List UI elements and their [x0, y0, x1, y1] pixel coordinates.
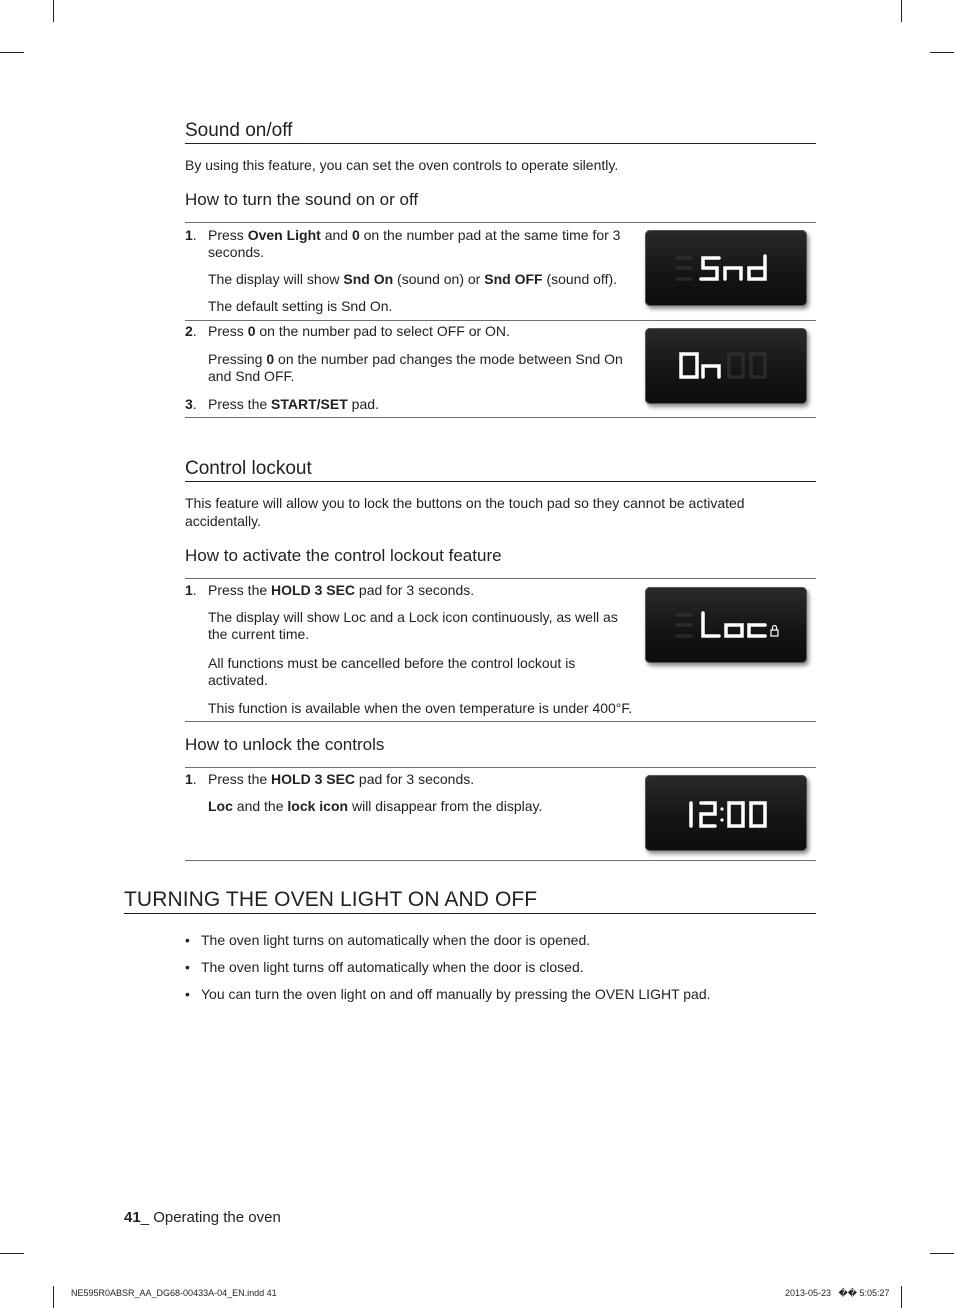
- step-text: Press the HOLD 3 SEC pad for 3 seconds.: [208, 771, 475, 787]
- crop-mark: [901, 0, 902, 22]
- print-slug-date: 2013-05-23 �� 5:05:27: [785, 1288, 890, 1298]
- unlock-heading: How to unlock the controls: [185, 735, 385, 754]
- table-rule: [185, 721, 816, 722]
- step-number: 3 .: [185, 396, 197, 413]
- light-heading: TURNING THE OVEN LIGHT ON AND OFF: [124, 888, 538, 911]
- unlock-note: Loc and the lock icon will disappear from the display.: [208, 798, 543, 814]
- crop-mark: [901, 1286, 902, 1308]
- print-slug-file: NE595R0ABSR_AA_DG68-00433A-04_EN.indd 41: [71, 1288, 277, 1298]
- sound-step-1-default: The default setting is Snd On.: [208, 298, 393, 314]
- lcd-digits: [645, 230, 807, 306]
- lockout-intro: This feature will allow you to lock the buttons on the touch pad so they cannot be activated accidentally.: [185, 495, 745, 529]
- activate-heading: How to activate the control lockout feature: [185, 546, 502, 565]
- sound-step-1-note: The display will show Snd On (sound on) or Snd OFF (sound off).: [208, 271, 618, 287]
- crop-mark: [53, 1286, 54, 1308]
- sound-subheading: How to turn the sound on or off: [185, 190, 419, 209]
- sound-intro: By using this feature, you can set the oven controls to operate silently.: [185, 157, 619, 173]
- table-rule: [185, 417, 816, 418]
- lcd-display-on: [645, 328, 807, 404]
- step-number: 2 .: [185, 323, 197, 340]
- activate-note-2: All functions must be cancelled before the control lockout is activated.: [208, 655, 576, 688]
- lcd-digits: [645, 328, 807, 404]
- lcd-display-loc: [645, 587, 807, 663]
- step-text: Press the HOLD 3 SEC pad for 3 seconds.: [208, 582, 475, 598]
- step-number: 1 .: [185, 582, 197, 599]
- crop-mark: [0, 1253, 24, 1254]
- lcd-display-clock: [645, 775, 807, 851]
- table-rule: [185, 222, 816, 223]
- lcd-display-snd: [645, 230, 807, 306]
- table-rule: [185, 860, 816, 861]
- step-number: 1 .: [185, 227, 197, 244]
- lockout-heading: Control lockout: [185, 458, 312, 479]
- table-rule: [185, 767, 816, 768]
- section-rule: [124, 913, 816, 914]
- step-text: Press 0 on the number pad to select OFF or ON.: [208, 323, 510, 339]
- lcd-digits: [645, 587, 807, 663]
- crop-mark: [0, 52, 24, 53]
- crop-mark: [930, 1253, 954, 1254]
- step-number: 1 .: [185, 771, 197, 788]
- activate-note-1: The display will show Loc and a Lock icon continuously, as well as the current time.: [208, 609, 618, 642]
- lock-icon: [771, 626, 778, 637]
- activate-note-3: This function is available when the oven temperature is under 400°F.: [208, 700, 633, 716]
- page-footer: [124, 1209, 281, 1226]
- sound-heading: Sound on/off: [185, 120, 293, 141]
- lcd-digits: [645, 775, 807, 851]
- table-rule: [185, 320, 816, 321]
- step-text: Press the START/SET pad.: [208, 396, 379, 412]
- section-rule: [185, 481, 816, 482]
- section-name: _ Operating the oven: [140, 1209, 281, 1226]
- crop-mark: [53, 0, 54, 22]
- section-rule: [185, 143, 816, 144]
- table-rule: [185, 578, 816, 579]
- crop-mark: [930, 52, 954, 53]
- page-number: 41: [124, 1209, 141, 1226]
- sound-step-2-note: Pressing 0 on the number pad changes the mode between Snd On and Snd OFF.: [208, 351, 623, 384]
- step-text: Press Oven Light and 0 on the number pad at the same time for 3 seconds.: [208, 227, 621, 260]
